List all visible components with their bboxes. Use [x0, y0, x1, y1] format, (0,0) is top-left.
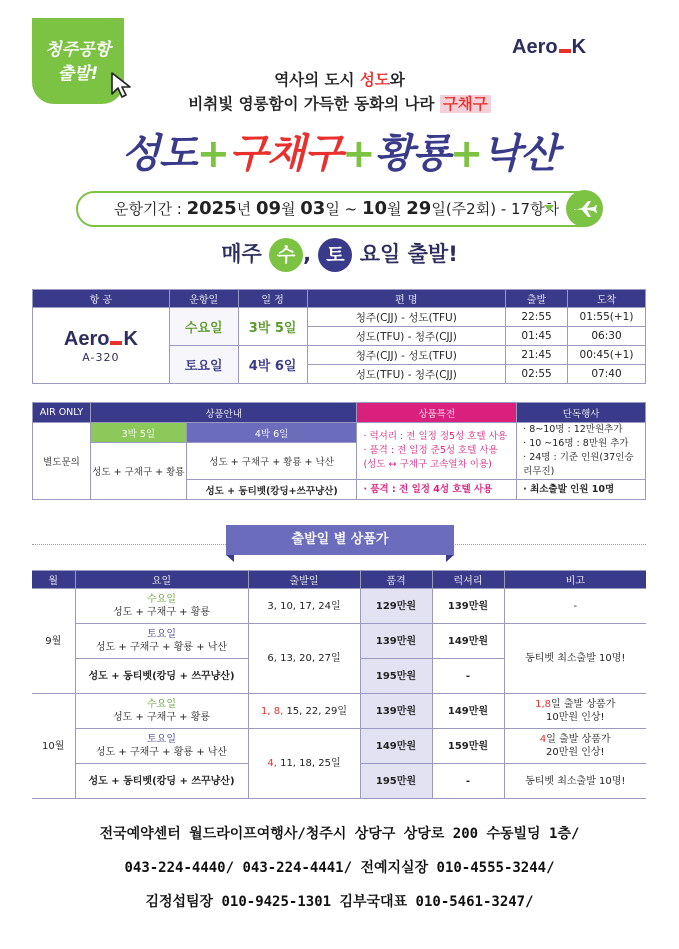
- flight-arrival: 06:30: [568, 327, 646, 346]
- standard-price: 195만원: [360, 659, 432, 694]
- operating-period: 운항기간 : 2025년 09월 03일 ~ 10월 29일(주2회) - 17항차: [76, 191, 602, 227]
- standard-price: 139만원: [360, 694, 432, 729]
- section-ribbon: 출발일 별 상품가: [226, 525, 454, 555]
- month-cell: 9월: [32, 589, 75, 694]
- product-tibet: 성도 + 동티벳(캉딩+쓰꾸냥산): [186, 480, 357, 500]
- standard-price: 195만원: [360, 764, 432, 799]
- dropdown-icon: [544, 205, 554, 211]
- flight-schedule-table: [32, 289, 646, 384]
- group-details: · 8~10명 : 12만원추가 · 10 ~16명 : 8만원 추가 · 24명 : 기준 인원(37인승 리무진): [517, 423, 646, 480]
- saturday-circle: 토: [318, 238, 352, 272]
- air-only-header: AIR ONLY: [33, 403, 91, 423]
- table-header-row: [33, 290, 646, 308]
- aircraft-model: A-320: [82, 350, 120, 364]
- luxury-price: 149만원: [432, 694, 504, 729]
- airline-logo: Aero K: [63, 327, 138, 350]
- footer-line3: 김정섭팀장 010-9425-1301 김부국대표 010-5461-3247/: [145, 894, 534, 910]
- flight-arrival: 00:45(+1): [568, 346, 646, 365]
- dates-cell: 6, 13, 20, 27일: [248, 624, 360, 694]
- table-row: [32, 694, 646, 729]
- note-cell: 1,8일 출발 상품가 10만원 인상!: [504, 694, 646, 729]
- airplane-icon: [566, 190, 603, 227]
- price-schedule-table: [32, 570, 646, 799]
- table-header: 편 명: [307, 290, 506, 308]
- subtitle-line1: 역사의 도시 성도와: [274, 71, 405, 89]
- luxury-price: -: [432, 764, 504, 799]
- flight-route: 청주(CJJ) - 성도(TFU): [307, 346, 506, 365]
- sub-header-4n: 4박 6일: [186, 423, 357, 443]
- standard-price: 129만원: [360, 589, 432, 624]
- product-cell: 수요일 성도 + 구채구 + 황룡: [75, 694, 248, 729]
- table-row: [33, 423, 646, 443]
- badge-line2: 출발!: [57, 64, 99, 84]
- month-cell: 10월: [32, 694, 75, 799]
- flight-duration: 3박 5일: [238, 308, 307, 346]
- product-4n: 성도 + 구채구 + 황룡 + 낙산: [186, 443, 357, 480]
- flight-route: 성도(TFU) - 청주(CJJ): [307, 365, 506, 384]
- separate-inquiry: 별도문의: [33, 423, 91, 500]
- table-header: 운항일: [169, 290, 238, 308]
- dates-cell: 3, 10, 17, 24일: [248, 589, 360, 624]
- group-tour-header: 단독행사: [517, 403, 646, 423]
- product-cell: 토요일 성도 + 구채구 + 황룡 + 낙산: [75, 624, 248, 659]
- table-header: 출발: [506, 290, 568, 308]
- airline-cell: [33, 308, 170, 384]
- flight-duration: 4박 6일: [238, 346, 307, 384]
- flight-arrival: 07:40: [568, 365, 646, 384]
- flight-arrival: 01:55(+1): [568, 308, 646, 327]
- table-row: [33, 308, 646, 327]
- table-header: 품격: [360, 571, 432, 589]
- special-header: 상품특전: [357, 403, 517, 423]
- weekly-departure: 매주 수 , 토 요일 출발!: [0, 238, 679, 272]
- note-cell: 동티벳 최소출발 10명!: [504, 764, 646, 799]
- flight-day: 수요일: [169, 308, 238, 346]
- main-title: 성도+구채구+황룡+낙산: [121, 131, 558, 177]
- product-cell: 성도 + 동티벳(캉딩 + 쓰꾸냥산): [75, 659, 248, 694]
- flight-route: 성도(TFU) - 청주(CJJ): [307, 327, 506, 346]
- product-cell: 토요일 성도 + 구채구 + 황룡 + 낙산: [75, 729, 248, 764]
- product-info-table: [32, 402, 646, 500]
- subtitle-line2: 비취빛 영롱함이 가득한 동화의 나라 구채구: [0, 92, 679, 114]
- table-header-row: [32, 571, 646, 589]
- flight-departure: 21:45: [506, 346, 568, 365]
- table-row: [32, 624, 646, 659]
- luxury-price: -: [432, 659, 504, 694]
- aerok-logo: Aero K: [512, 36, 587, 58]
- table-header: 출발일: [248, 571, 360, 589]
- flight-departure: 01:45: [506, 327, 568, 346]
- luxury-price: 139만원: [432, 589, 504, 624]
- product-3n: 성도 + 구채구 + 황룡: [90, 443, 186, 500]
- note-cell: 4일 출발 상품가 20만원 인상!: [504, 729, 646, 764]
- note-cell: 동티벳 최소출발 10명!: [504, 624, 646, 694]
- table-header: 월: [32, 571, 75, 589]
- table-row: [32, 729, 646, 764]
- footer-line1: 전국예약센터 월드라이프여행사/청주시 상당구 상당로 200 수동빌딩 1층/: [99, 826, 580, 842]
- flight-departure: 02:55: [506, 365, 568, 384]
- luxury-price: 159만원: [432, 729, 504, 764]
- badge-line1: 청주공항: [45, 40, 111, 60]
- sub-header-3n: 3박 5일: [90, 423, 186, 443]
- flight-route: 청주(CJJ) - 성도(TFU): [307, 308, 506, 327]
- table-header: 비고: [504, 571, 646, 589]
- table-header: 럭셔리: [432, 571, 504, 589]
- tibet-group: · 최소출발 인원 10명: [517, 480, 646, 500]
- footer-line2: 043-224-4440/ 043-224-4441/ 전예지실장 010-4555-3244/: [124, 860, 555, 876]
- table-header-row: [33, 403, 646, 423]
- table-row: [32, 589, 646, 624]
- special-details: · 럭셔리 : 전 일정 정5성 호텔 사용 · 품격 : 전 일정 준5성 호텔 사용 (성도 ↔ 구채구 고속열차 이용): [357, 423, 517, 480]
- standard-price: 139만원: [360, 624, 432, 659]
- table-header: 요일: [75, 571, 248, 589]
- dates-cell: 4, 11, 18, 25일: [248, 729, 360, 799]
- table-header: 항 공: [33, 290, 170, 308]
- table-header: 일 정: [238, 290, 307, 308]
- table-header: 도착: [568, 290, 646, 308]
- product-cell: 수요일 성도 + 구채구 + 황룡: [75, 589, 248, 624]
- flight-day: 토요일: [169, 346, 238, 384]
- product-cell: 성도 + 동티벳(캉딩 + 쓰꾸냥산): [75, 764, 248, 799]
- dates-cell: 1, 8, 15, 22, 29일: [248, 694, 360, 729]
- tibet-special: · 품격 : 전 일정 4성 호텔 사용: [357, 480, 517, 500]
- product-info-header: 상품안내: [90, 403, 357, 423]
- note-cell: -: [504, 589, 646, 624]
- flight-departure: 22:55: [506, 308, 568, 327]
- wednesday-circle: 수: [269, 238, 303, 272]
- luxury-price: 149만원: [432, 624, 504, 659]
- standard-price: 149만원: [360, 729, 432, 764]
